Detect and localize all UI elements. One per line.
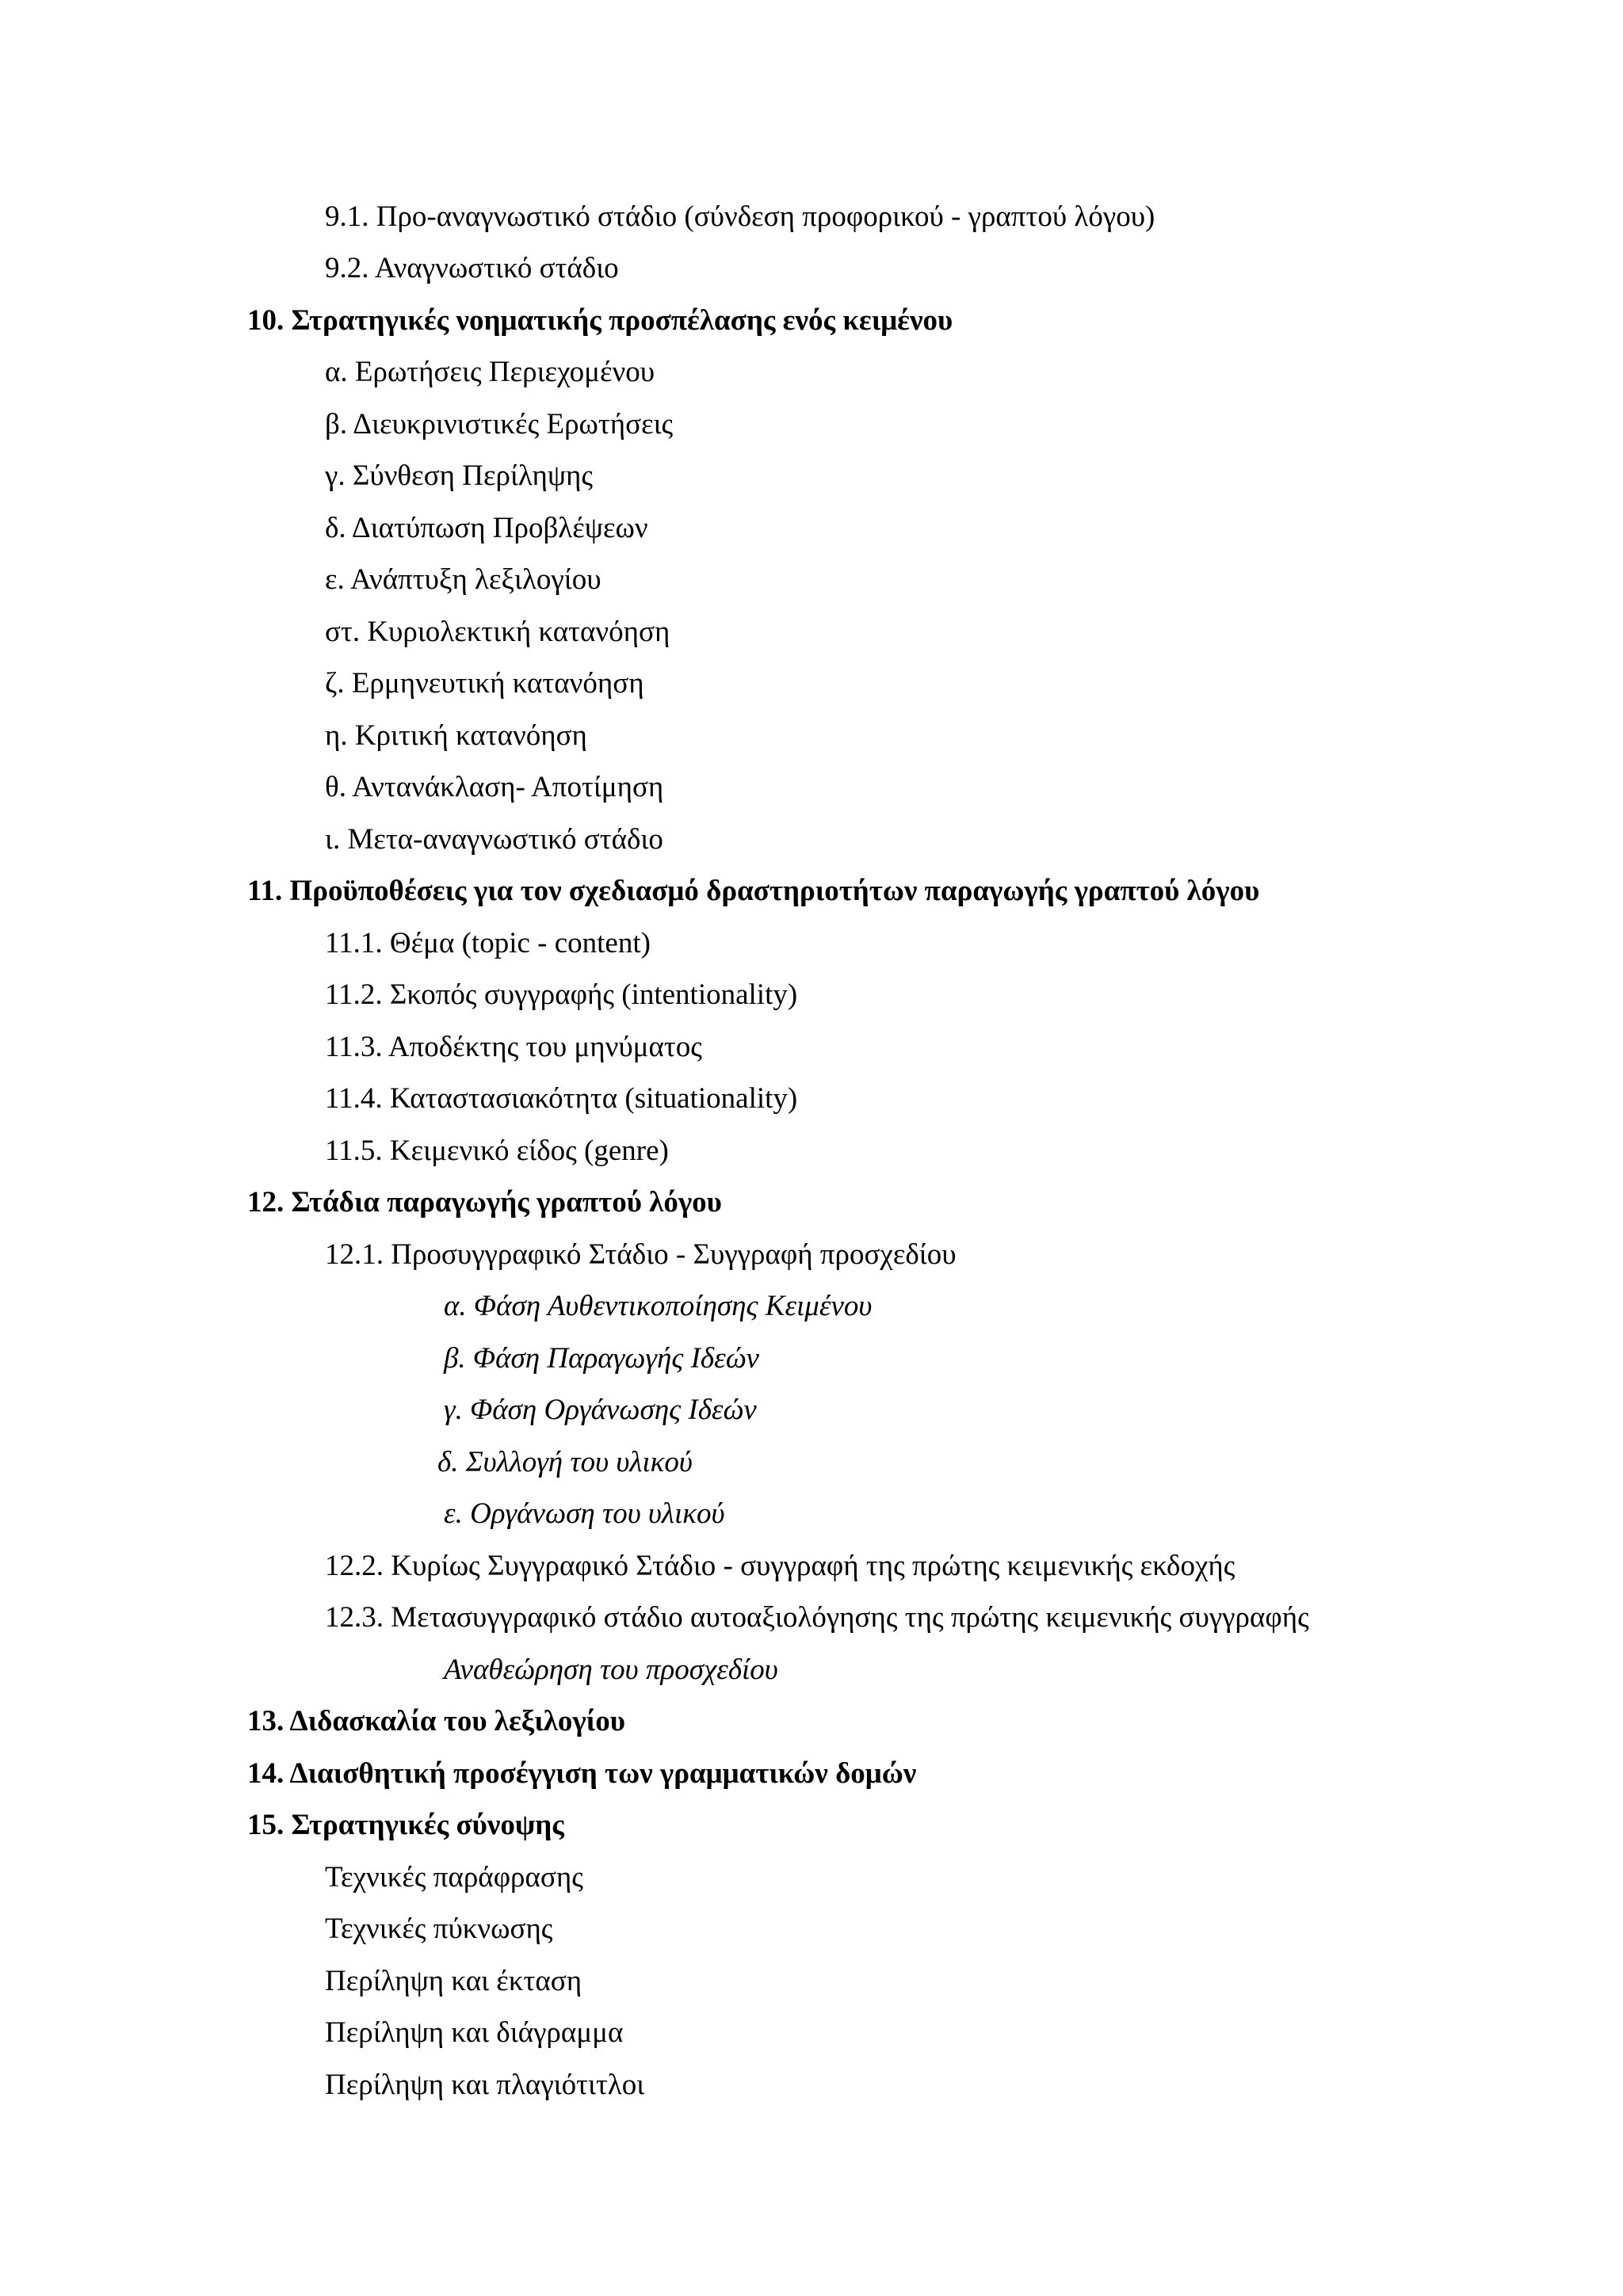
list-item: η. Κριτική κατανόηση [325,719,587,752]
subsection-11-4: 11.4. Καταστασιακότητα (situationality) [325,1082,798,1115]
subsection-11-5: 11.5. Κειμενικό είδος (genre) [325,1135,669,1167]
list-item: γ. Φάση Οργάνωσης Ιδεών [444,1394,757,1426]
list-item: ι. Μετα-αναγνωστικό στάδιο [325,823,663,856]
list-item: Περίληψη και έκταση [325,1965,582,1997]
subsection-9-2: 9.2. Αναγνωστικό στάδιο [325,252,619,284]
list-item: Περίληψη και πλαγιότιτλοι [325,2069,645,2101]
subsection-11-3: 11.3. Αποδέκτης του μηνύματος [325,1031,702,1063]
subsection-11-1: 11.1. Θέμα (topic - content) [325,927,651,959]
list-item: ε. Οργάνωση του υλικού [444,1497,725,1530]
list-item: θ. Αντανάκλαση- Αποτίμηση [325,771,664,803]
section-heading-11: 11. Προϋποθέσεις για τον σχεδιασμό δραστηριοτήτων παραγωγής γραπτού λόγου [247,875,1260,907]
section-heading-10: 10. Στρατηγικές νοηματικής προσπέλασης ενός κειμένου [247,304,953,337]
list-item: β. Φάση Παραγωγής Ιδεών [444,1342,759,1375]
list-item: Τεχνικές παράφρασης [325,1861,583,1894]
list-item: Τεχνικές πύκνωσης [325,1913,553,1945]
subsection-12-2: 12.2. Κυρίως Συγγραφικό Στάδιο - συγγραφή της πρώτης κειμενικής εκδοχής [325,1550,1235,1582]
list-item: στ. Κυριολεκτική κατανόηση [325,616,670,648]
section-heading-15: 15. Στρατηγικές σύνοψης [247,1809,564,1841]
subsection-12-3: 12.3. Μετασυγγραφικό στάδιο αυτοαξιολόγησης της πρώτης κειμενικής συγγραφής [325,1601,1309,1634]
list-item: β. Διευκρινιστικές Ερωτήσεις [325,408,674,441]
list-item: δ. Συλλογή του υλικού [437,1446,693,1478]
subsection-9-1: 9.1. Προ-αναγνωστικό στάδιο (σύνδεση προφορικού - γραπτού λόγου) [325,200,1155,233]
list-item: ε. Ανάπτυξη λεξιλογίου [325,563,601,596]
section-heading-14: 14. Διαισθητική προσέγγιση των γραμματικών δομών [247,1757,917,1790]
section-heading-13: 13. Διδασκαλία του λεξιλογίου [247,1705,625,1737]
section-heading-12: 12. Στάδια παραγωγής γραπτού λόγου [247,1186,722,1219]
list-item: α. Φάση Αυθεντικοποίησης Κειμένου [444,1290,873,1322]
list-item: α. Ερωτήσεις Περιεχομένου [325,356,655,388]
subsection-12-1: 12.1. Προσυγγραφικό Στάδιο - Συγγραφή προσχεδίου [325,1238,957,1271]
subsection-11-2: 11.2. Σκοπός συγγραφής (intentionality) [325,978,798,1011]
list-item: Αναθεώρηση του προσχεδίου [444,1653,778,1686]
list-item: γ. Σύνθεση Περίληψης [325,460,594,492]
list-item: Περίληψη και διάγραμμα [325,2016,624,2049]
list-item: δ. Διατύπωση Προβλέψεων [325,512,648,544]
list-item: ζ. Ερμηνευτική κατανόηση [325,667,644,700]
